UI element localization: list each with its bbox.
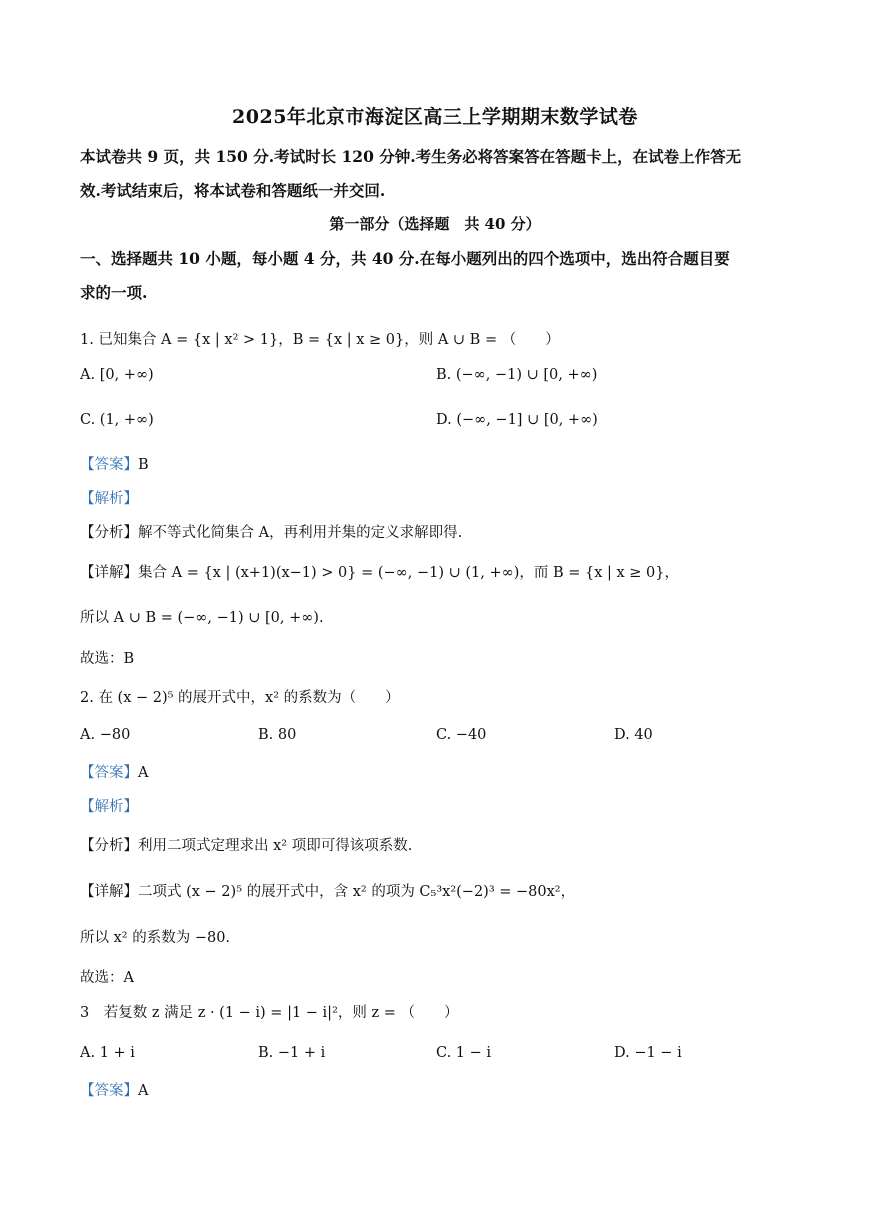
q3-stem: 3 若复数 z 满足 z · (1 − i) = |1 − i|²，则 z = （ ） [80,1005,459,1021]
q2-stem: 2. 在 (x − 2)⁵ 的展开式中，x² 的系数为（ ） [80,690,400,706]
q3-option-b: B. −1 + i [258,1045,326,1061]
q3-answer-tag: 【答案】 [80,1083,138,1099]
q2-choice: 故选：A [80,970,134,986]
q1-option-a: A. [0, +∞) [80,367,154,383]
q1-answer-line [80,453,149,474]
q1-option-b: B. (−∞, −1) ∪ [0, +∞) [436,367,598,383]
q1-answer-tag: 【答案】 [80,457,138,473]
q3-answer-value: A [138,1083,149,1099]
q2-xiangjie-tag: 【详解】 [80,884,138,900]
intro-line-2: 效.考试结束后，将本试卷和答题纸一并交回. [80,181,386,200]
q1-xiangjie-line [80,561,679,582]
q2-answer-tag: 【答案】 [80,765,138,781]
section1-line-1: 一、选择题共 10 小题，每小题 4 分，共 40 分.在每小题列出的四个选项中，选出符合题目要 [80,249,730,268]
q1-fenxi-line [80,521,462,542]
q2-fenxi-line [80,834,412,855]
q2-option-c: C. −40 [436,727,487,743]
q1-conclusion: 所以 A ∪ B = (−∞, −1) ∪ [0, +∞). [80,610,324,626]
q2-xiangjie-text: 二项式 (x − 2)⁵ 的展开式中，含 x² 的项为 C₅³x²(−2)³ = −80x²， [138,884,576,900]
q3-option-d: D. −1 − i [614,1045,682,1061]
q1-fenxi-tag: 【分析】 [80,525,138,541]
q1-choice: 故选：B [80,651,135,667]
q1-answer-value: B [138,457,149,473]
section1-line-2: 求的一项. [80,283,148,302]
q2-xiangjie-line [80,880,575,901]
q1-xiangjie-text: 集合 A = {x | (x+1)(x−1) > 0} = (−∞, −1) ∪ (1, +∞)，而 B = {x | x ≥ 0}， [138,565,679,581]
q1-xiangjie-tag: 【详解】 [80,565,138,581]
q2-answer-line [80,761,148,782]
q2-answer-value: A [138,765,149,781]
q2-option-d: D. 40 [614,727,653,743]
q2-option-b: B. 80 [258,727,297,743]
q3-option-c: C. 1 − i [436,1045,492,1061]
part1-heading: 第一部分（选择题 共 40 分） [329,215,541,233]
q2-fenxi-text: 利用二项式定理求出 x² 项即可得该项系数. [138,838,413,854]
q2-analysis-tag: 【解析】 [80,799,138,815]
q2-fenxi-tag: 【分析】 [80,838,138,854]
q1-analysis-tag: 【解析】 [80,491,138,507]
page-title: 2025年北京市海淀区高三上学期期末数学试卷 [232,106,638,128]
q1-stem: 1. 已知集合 A = {x | x² > 1}，B = {x | x ≥ 0}，则 A ∪ B = （ ） [80,332,560,348]
q3-answer-line [80,1079,148,1100]
intro-line-1: 本试卷共 9 页，共 150 分.考试时长 120 分钟.考生务必将答案答在答题卡上，在试卷上作答无 [80,147,742,166]
q1-option-d: D. (−∞, −1] ∪ [0, +∞) [436,412,598,428]
q2-conclusion: 所以 x² 的系数为 −80. [80,930,231,946]
q1-option-c: C. (1, +∞) [80,412,154,428]
q1-fenxi-text: 解不等式化简集合 A，再利用并集的定义求解即得. [138,525,463,541]
q3-option-a: A. 1 + i [80,1045,135,1061]
q2-option-a: A. −80 [80,727,131,743]
